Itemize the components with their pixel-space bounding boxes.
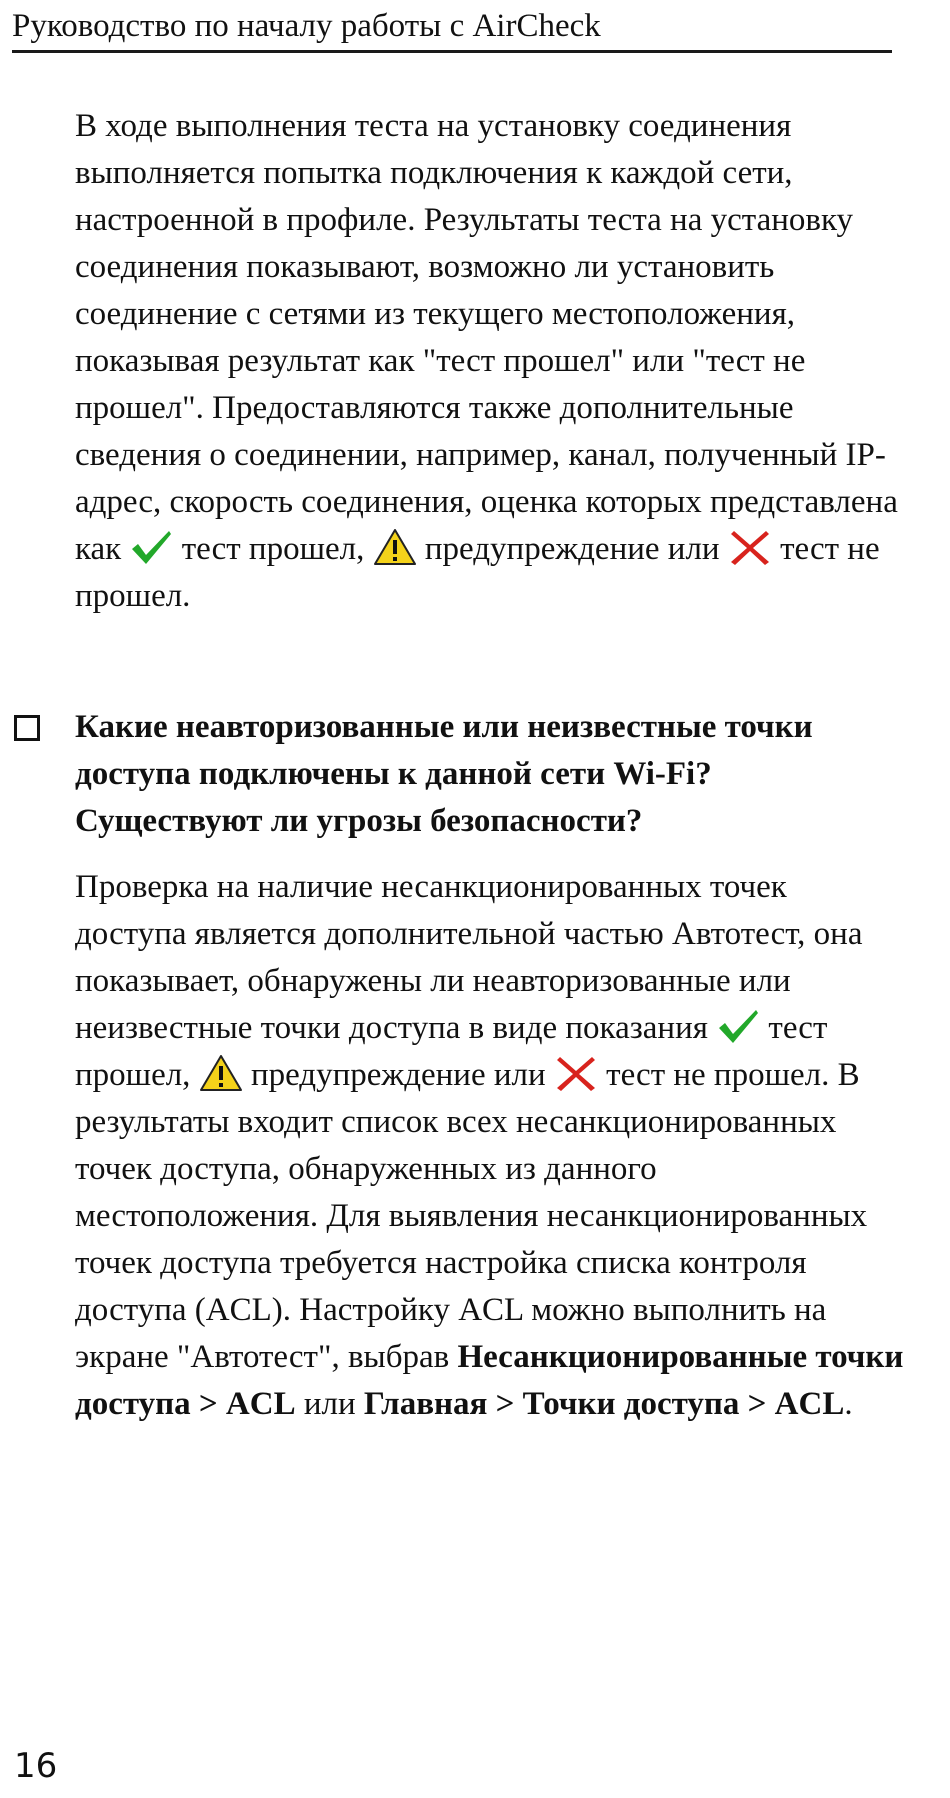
cross-icon [728, 527, 772, 567]
checkbox-icon [14, 715, 40, 741]
pass-label: тест прошел, [181, 531, 365, 567]
or-text: или [303, 1386, 356, 1422]
menu-path-main-acl: Главная > Точки доступа > ACL [363, 1386, 845, 1422]
paragraph-intro: Проверка на наличие несанкционированных точек доступа является дополнительной частью Автотест, она показывает, обнаружены ли неавторизованные или неизвестные точки доступа в виде показания [75, 869, 863, 1046]
page-number: 16 [14, 1746, 58, 1786]
menu-path-acl: Несанкционированные точки доступа > ACL [75, 1339, 904, 1422]
warning-label: предупреждение или [424, 531, 720, 567]
paragraph-connection-test [75, 103, 905, 620]
cross-icon [554, 1053, 598, 1093]
paragraph-end: . [844, 1386, 853, 1422]
check-icon [129, 527, 173, 567]
fail-label: тест не прошел. [75, 531, 880, 614]
paragraph-rest: прошел. В результаты входит список всех несанкционированных точек доступа, обнаруженных из данного местоположения. Для выявления несанкционированных точек доступа требуется настройка списка контроля доступа (ACL). Настройку ACL можно выполнить на экране "Автотест", выбрав [75, 1057, 868, 1375]
question-text: Какие неавторизованные или неизвестные точки доступа подключены к данной сети Wi-Fi? Существуют ли угрозы безопасности? [75, 709, 813, 839]
paragraph-rogue-ap-check [75, 864, 905, 1428]
document-title: Руководство по началу работы с AirCheck [12, 8, 601, 44]
warning-label: предупреждение или [250, 1057, 546, 1093]
fail-label: тест не [606, 1057, 706, 1093]
running-header [12, 6, 892, 53]
warning-icon [199, 1053, 243, 1093]
check-icon [716, 1006, 760, 1046]
paragraph-text: В ходе выполнения теста на установку соединения выполняется попытка подключения к каждой сети, настроенной в профиле. Результаты теста на установку соединения показывают, возможно ли установить соединение с сетями из текущего местоположения, показывая результат как "тест прошел" или "тест не прошел". Предоставляются также дополнительные сведения о соединении, например, канал, полученный IP-адрес, скорость соединения, оценка которых представлена как [75, 108, 898, 567]
question-heading [75, 704, 905, 845]
warning-icon [373, 527, 417, 567]
pass-label: тест прошел, [75, 1010, 828, 1093]
